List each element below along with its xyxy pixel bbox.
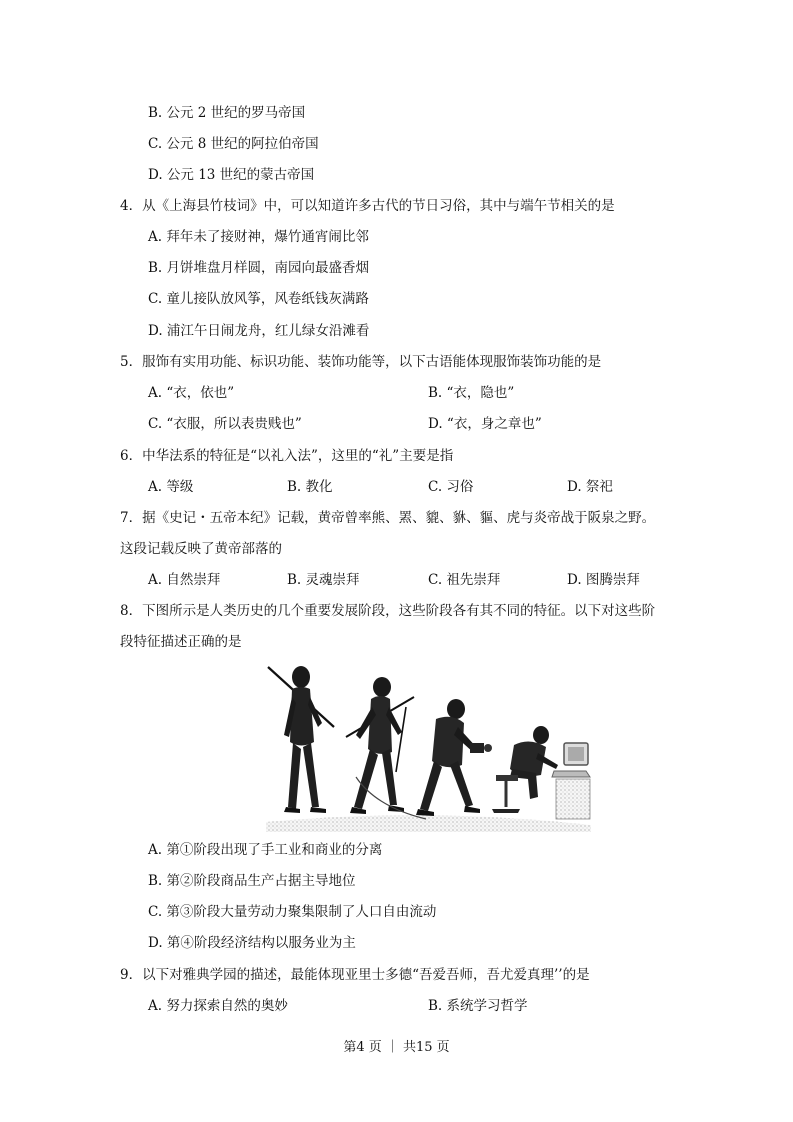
q5-stem: 5．服饰有实用功能、标识功能、装饰功能等，以下古语能体现服饰装饰功能的是 <box>120 354 602 370</box>
q8-option-d: D. 第④阶段经济结构以服务业为主 <box>148 935 356 951</box>
q7-option-a: A. 自然崇拜 <box>148 572 221 588</box>
q4-option-b: B. 月饼堆盘月样圆，南园向最盛香烟 <box>148 260 370 276</box>
q4-option-c: C. 童儿接队放风筝，风卷纸钱灰满路 <box>148 291 369 307</box>
q6-option-b: B. 教化 <box>287 479 333 495</box>
q5-option-b: B. “衣，隐也” <box>428 385 515 401</box>
q3-option-c: C. 公元 8 世纪的阿拉伯帝国 <box>148 136 319 152</box>
q9-option-b: B. 系统学习哲学 <box>428 998 528 1014</box>
page-footer: 第4 页 ｜ 共15 页 <box>343 1040 450 1055</box>
q8-option-b: B. 第②阶段商品生产占据主导地位 <box>148 873 356 889</box>
q7-stem-line2: 这段记载反映了黄帝部落的 <box>120 541 282 557</box>
q7-stem-line1: 7．据《史记・五帝本纪》记载，黄帝曾率熊、罴、貔、貅、貙、虎与炎帝战于阪泉之野。 <box>120 510 656 526</box>
q4-option-a: A. 拜年未了接财神，爆竹通宵闹比邻 <box>148 229 369 245</box>
q8-stem-line2: 段特征描述正确的是 <box>120 634 242 650</box>
q6-option-d: D. 祭祀 <box>567 479 613 495</box>
human-evolution-figure <box>256 657 596 832</box>
q4-stem: 4．从《上海县竹枝词》中，可以知道许多古代的节日习俗，其中与端午节相关的是 <box>120 198 615 214</box>
q9-stem: 9．以下对雅典学园的描述，最能体现亚里士多德“吾爱吾师，吾尤爱真理’’的是 <box>120 967 590 983</box>
q6-option-c: C. 习俗 <box>428 479 474 495</box>
q5-option-c: C. “衣服，所以表贵贱也” <box>148 416 302 432</box>
q8-stem-line1: 8．下图所示是人类历史的几个重要发展阶段，这些阶段各有其不同的特征。以下对这些阶 <box>120 603 656 619</box>
q8-option-a: A. 第①阶段出现了手工业和商业的分离 <box>148 842 383 858</box>
q3-option-d: D. 公元 13 世纪的蒙古帝国 <box>148 167 315 183</box>
q8-option-c: C. 第③阶段大量劳动力聚集限制了人口自由流动 <box>148 904 437 920</box>
q9-option-a: A. 努力探索自然的奥妙 <box>148 998 288 1014</box>
q6-option-a: A. 等级 <box>148 479 194 495</box>
q7-option-d: D. 图腾崇拜 <box>567 572 640 588</box>
q5-option-d: D. “衣，身之章也” <box>428 416 542 432</box>
q5-option-a: A. “衣，依也” <box>148 385 235 401</box>
q3-option-b: B. 公元 2 世纪的罗马帝国 <box>148 105 306 121</box>
q4-option-d: D. 浦江午日闹龙舟，红儿绿女沿滩看 <box>148 323 370 339</box>
q7-option-c: C. 祖先崇拜 <box>428 572 501 588</box>
q6-stem: 6．中华法系的特征是“以礼入法”，这里的“礼”主要是指 <box>120 448 454 464</box>
q7-option-b: B. 灵魂崇拜 <box>287 572 360 588</box>
